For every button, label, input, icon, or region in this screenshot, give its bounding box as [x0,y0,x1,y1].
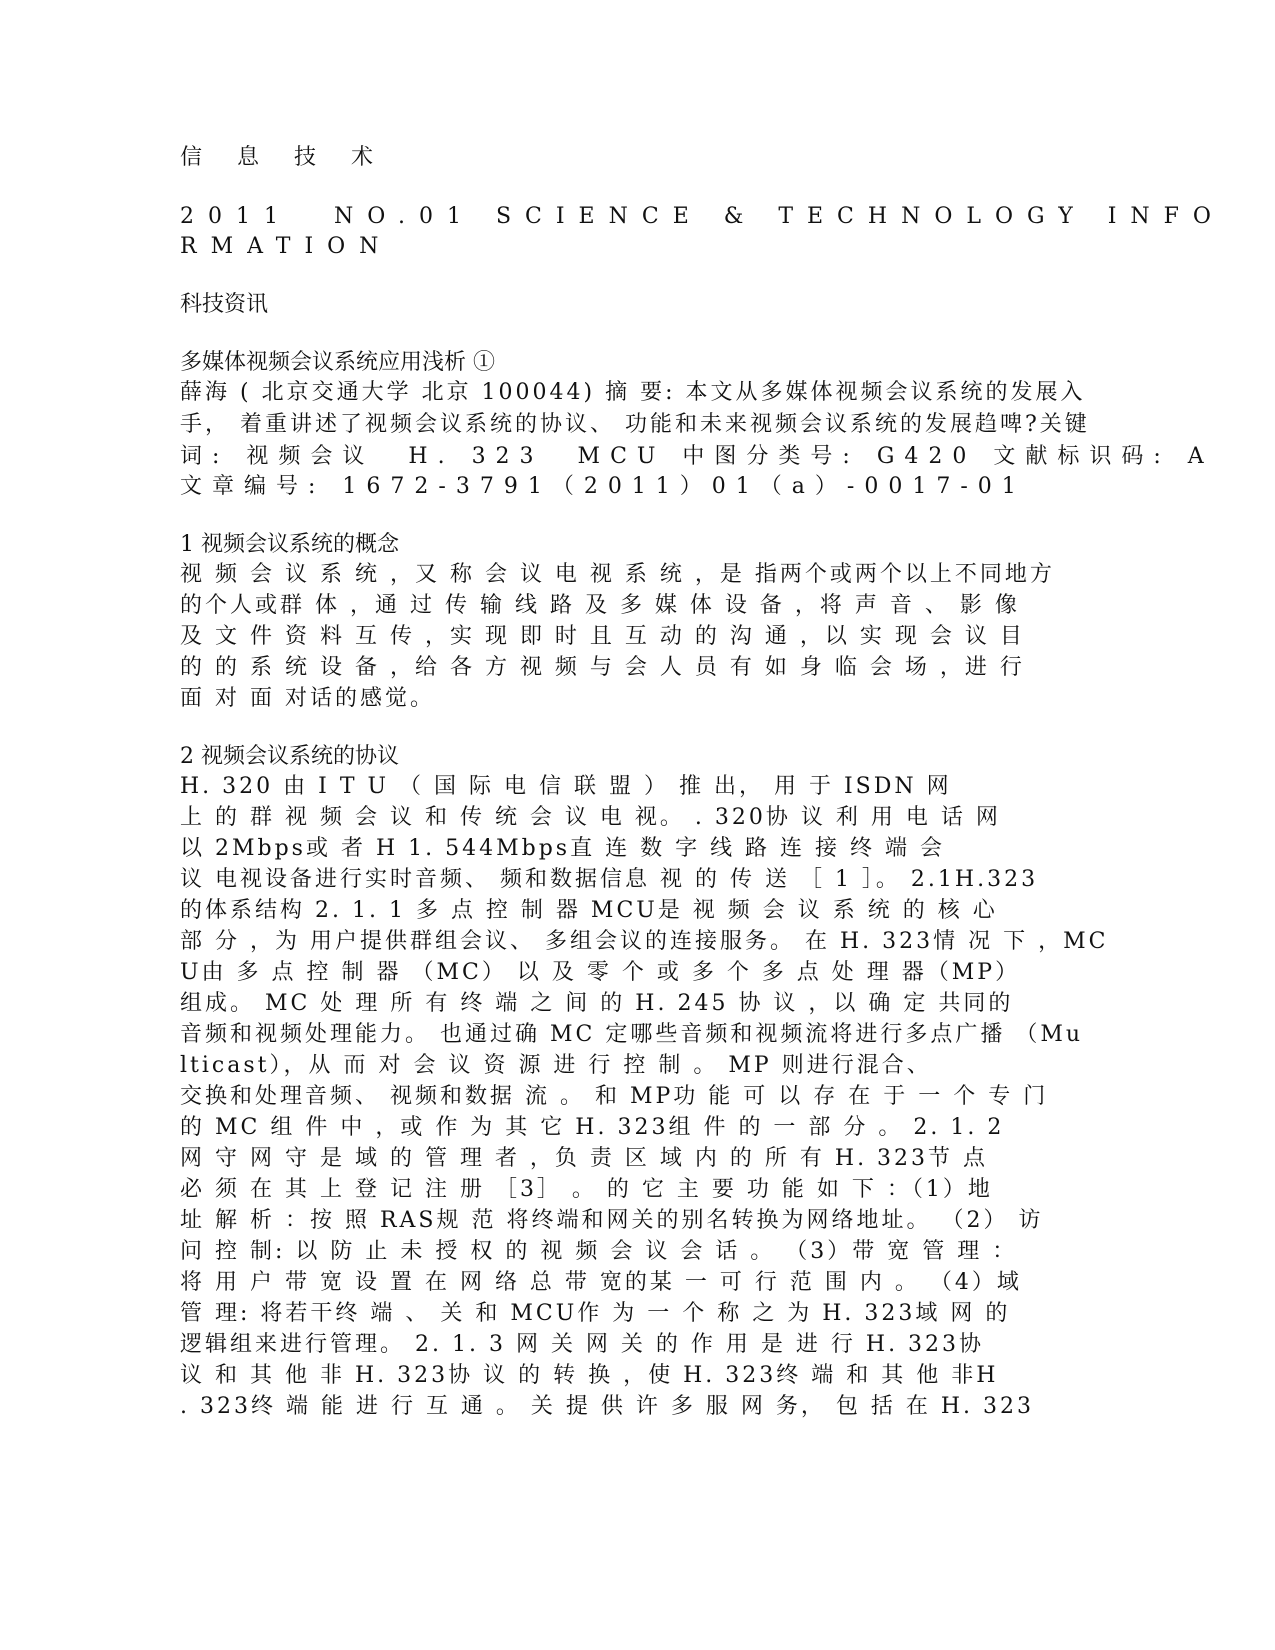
body-line: 的个人或群 体 ，通 过 传 输 线 路 及 多 媒 体 设 备 ，将 声 音 、 影 像 [180,593,1020,618]
body-line: 音频和视频处理能力。 也通过确 MC 定哪些音频和视频流将进行多点广播 （Mu [180,1022,1084,1047]
body-line: 逻辑组来进行管理。 2. 1. 3 网 关 网 关 的 作 用 是 进 行 H. 323协 [180,1332,985,1357]
body-line: 将 用 户 带 宽 设 置 在 网 络 总 带 宽的某 一 可 行 范 围 内 。 （4）域 [180,1270,1022,1295]
body-line: . 323终 端 能 进 行 互 通 。 关 提 供 许 多 服 网 务， 包 括 在 H. 323 [180,1394,1035,1419]
body-line: 必 须 在 其 上 登 记 注 册 ［3］ 。 的 它 主 要 功 能 如 下 ：（1）地 [180,1177,993,1202]
body-line: lticast），从 而 对 会 议 资 源 进 行 控 制 。 MP 则进行混合、 [180,1053,932,1078]
body-line: 面 对 面 对话的感觉。 [180,686,435,711]
body-line: 址 解 析 ：按 照 RAS规 范 将终端和网关的别名转换为网络地址。 （2） 访 [180,1208,1044,1233]
journal-category: 科技资讯 [180,292,269,317]
body-line: 网 守 网 守 是 域 的 管 理 者 ，负 责 区 域 内 的 所 有 H. 323节 点 [180,1146,989,1171]
body-line: 组成。 MC 处 理 所 有 终 端 之 间 的 H. 245 协 议 ，以 确 定 共同的 [180,991,1014,1016]
article-meta-line: 词: 视频会议 H. 323 MCU 中图分类号: G420 文献标识码: A [180,444,1214,469]
body-line: 部 分 ，为 用户提供群组会议、 多组会议的连接服务。 在 H. 323情 况 下 ，MC [180,929,1109,954]
body-line: 视 频 会 议 系 统 ，又 称 会 议 电 视 系 统 ，是 指两个或两个以上不同地方 [180,562,1055,587]
body-line: 及 文 件 资 料 互 传 ，实 现 即 时 且 互 动 的 沟 通 ，以 实 现 会 议 目 [180,624,1025,649]
body-line: 议 和 其 他 非 H. 323协 议 的 转 换 ，使 H. 323终 端 和 其 他 非H [180,1363,999,1388]
journal-name-cn: 信 息 技 术 [180,145,387,170]
journal-issue-line: 2011 NO.01 SCIENCE & TECHNOLOGY INFO [180,204,1225,229]
journal-issue-line-cont: RMATION [180,234,393,259]
body-line: 管 理: 将若干终 端 、 关 和 MCU作 为 一 个 称 之 为 H. 323域 网 的 [180,1301,1011,1326]
body-line: H. 320 由 I T U （ 国 际 电 信 联 盟 ） 推 出， 用 于 ISDN 网 [180,774,952,799]
section-heading: 2 视频会议系统的协议 [180,744,399,769]
body-line: 交换和处理音频、 视频和数据 流 。 和 MP功 能 可 以 存 在 于 一 个 专 门 [180,1084,1049,1109]
body-line: 问 控 制: 以 防 止 未 授 权 的 视 频 会 议 会 话 。 （3）带 宽 管 理 ： [180,1239,1018,1264]
body-line: 的 的 系 统 设 备 ，给 各 方 视 频 与 会 人 员 有 如 身 临 会 场 ，进 行 [180,655,1025,680]
body-line: 议 电视设备进行实时音频、 频和数据信息 视 的 传 送 ［ 1 ］。 2.1H.323 [180,867,1039,892]
article-meta-line: 文章编号: 1672-3791（2011）01（a）-0017-01 [180,474,1026,499]
article-meta-line: 薛海 ( 北京交通大学 北京 100044) 摘 要: 本文从多媒体视频会议系统的发展入 [180,380,1086,405]
body-line: U由 多 点 控 制 器 （MC） 以 及 零 个 或 多 个 多 点 处 理 器（MP） [180,960,1021,985]
article-meta-line: 手， 着重讲述了视频会议系统的协议、 功能和未来视频会议系统的发展趋啤?关键 [180,412,1090,437]
body-line: 以 2Mbps或 者 H 1. 544Mbps直 连 数 字 线 路 连 接 终 端 会 [180,836,946,861]
body-line: 的体系结构 2. 1. 1 多 点 控 制 器 MCU是 视 频 会 议 系 统 的 核 心 [180,898,998,923]
article-title: 多媒体视频会议系统应用浅析 ① [180,350,495,375]
body-line: 的 MC 组 件 中 ，或 作 为 其 它 H. 323组 件 的 一 部 分 。 2. 1. 2 [180,1115,1005,1140]
section-heading: 1 视频会议系统的概念 [180,532,399,557]
body-line: 上 的 群 视 频 会 议 和 传 统 会 议 电 视。 . 320协 议 利 用 电 话 网 [180,805,1001,830]
